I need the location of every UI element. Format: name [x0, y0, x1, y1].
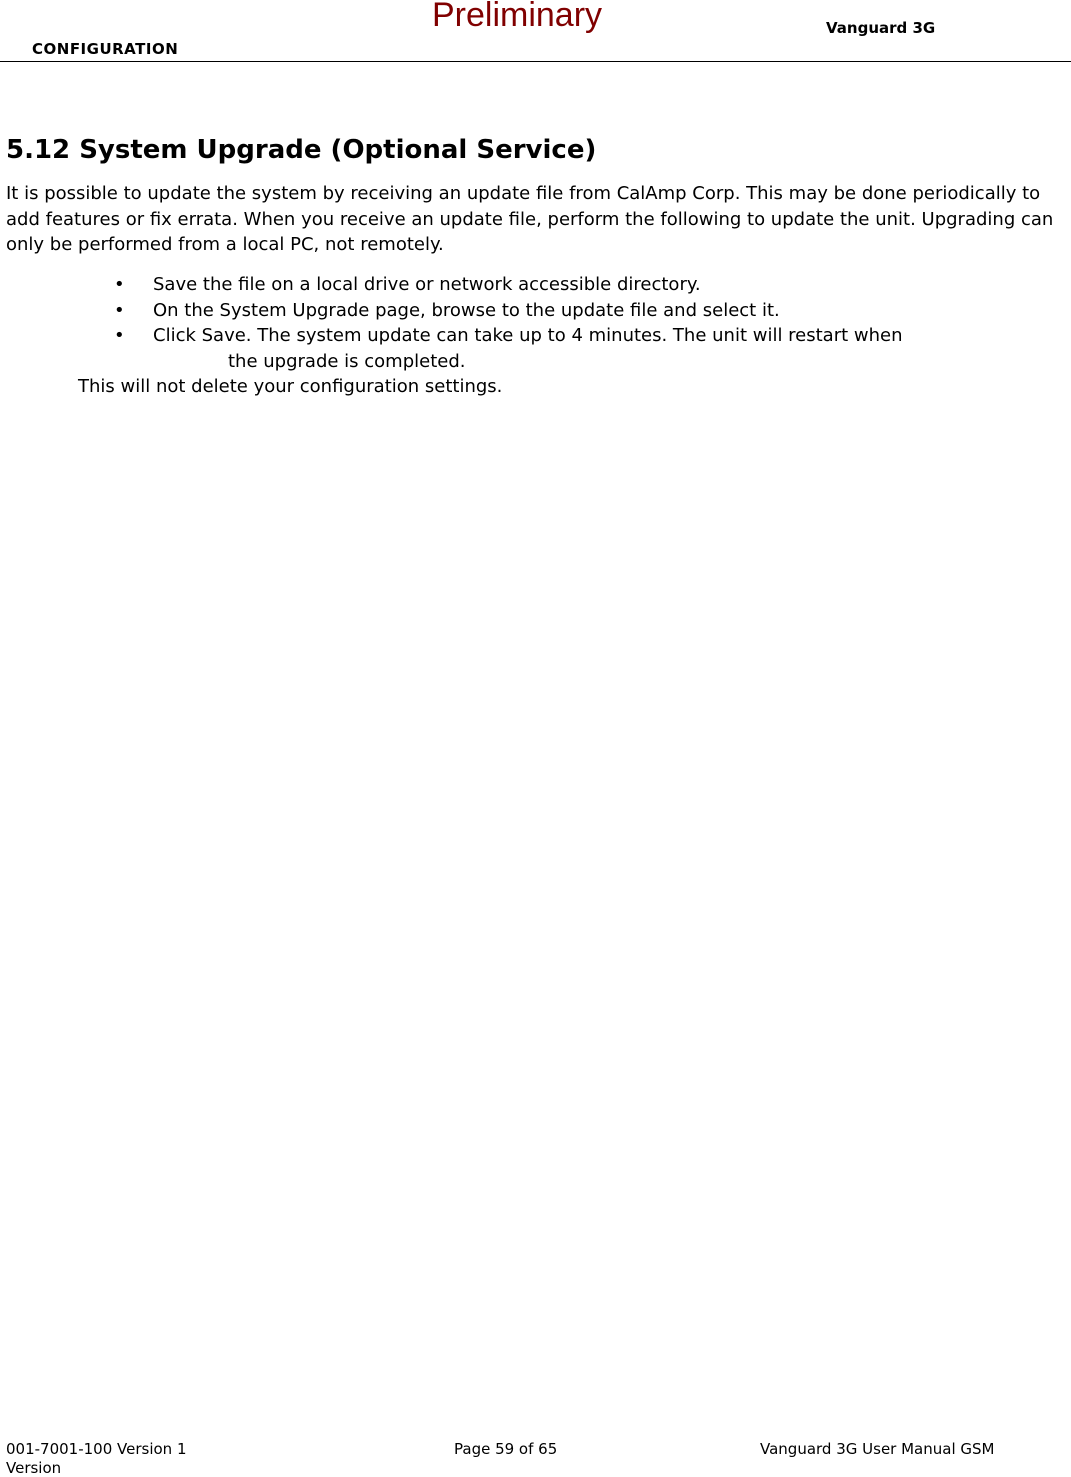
- list-item-continuation: the upgrade is completed.: [228, 350, 466, 372]
- bullet-list: [0, 272, 1071, 374]
- footer-page-number: Page 59 of 65: [454, 1440, 558, 1458]
- list-item: [0, 298, 1033, 324]
- header-section-label: CONFIGURATION: [32, 40, 179, 58]
- header-product-name: Vanguard 3G: [826, 19, 936, 37]
- bullet-icon: •: [114, 325, 125, 346]
- list-item: [0, 323, 1033, 374]
- intro-paragraph: It is possible to update the system by receiving an update file from CalAmp Corp. This may be done periodically to add features or fix errata. When you receive an update file, perform the following to update the unit. Upgrading can only be performed from a local PC, not remotely.: [6, 183, 1054, 255]
- bullet-icon: •: [114, 299, 125, 321]
- list-item-text: Save the file on a local drive or network accessible directory.: [153, 274, 701, 295]
- list-item-text: Click Save. The system update can take up to 4 minutes. The unit will restart when: [153, 325, 903, 346]
- footer-document-number: 001-7001-100 Version 1: [6, 1440, 187, 1458]
- footer-manual-title: Vanguard 3G User Manual GSM: [760, 1440, 995, 1458]
- footer-manual-title-wrap: Version: [6, 1459, 62, 1477]
- section-title: 5.12 System Upgrade (Optional Service): [6, 135, 597, 165]
- bullet-icon: •: [114, 274, 125, 295]
- header-watermark: Preliminary: [432, 0, 603, 34]
- list-item: [0, 272, 1033, 298]
- list-item-text: On the System Upgrade page, browse to the update file and select it.: [153, 299, 780, 321]
- note-text: This will not delete your configuration settings.: [78, 376, 503, 397]
- header-divider: [0, 61, 1071, 62]
